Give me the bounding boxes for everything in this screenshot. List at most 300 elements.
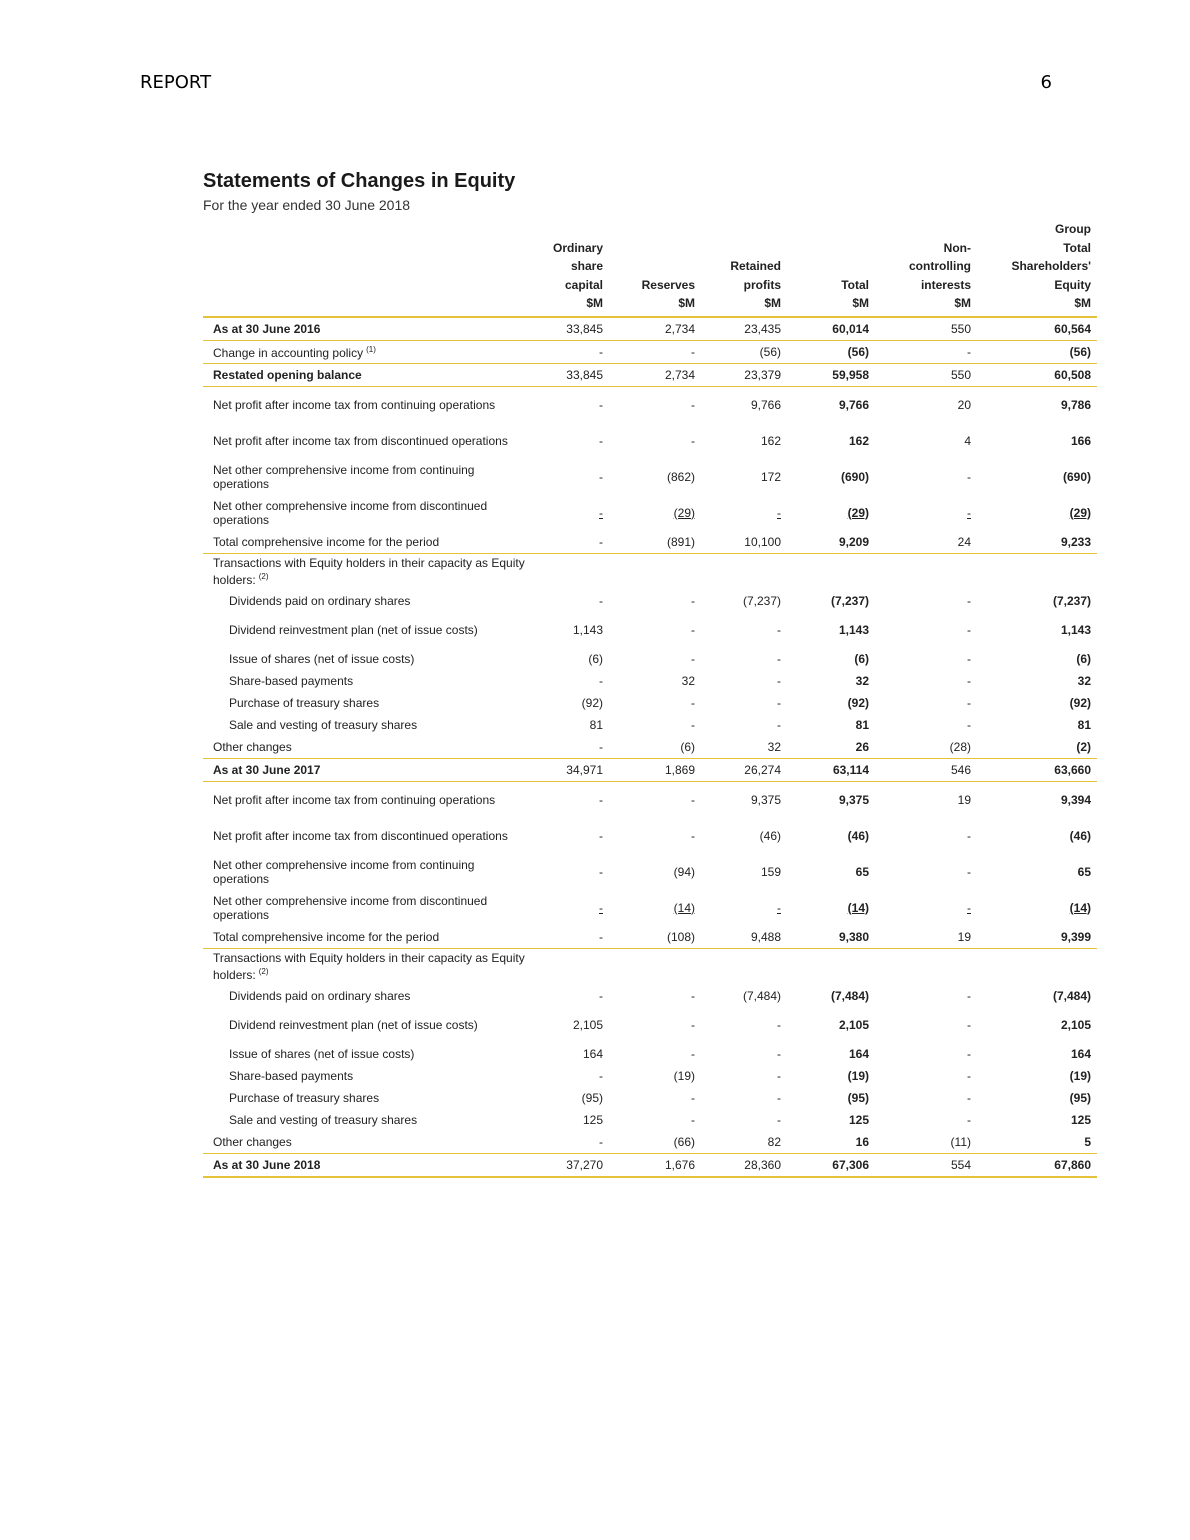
cell-ordinary-share-capital: -: [599, 1068, 603, 1083]
cell-total: 32: [855, 673, 869, 688]
row-label: [203, 612, 533, 648]
cell-total: 60,014: [787, 317, 875, 341]
cell-total: (95): [847, 1090, 869, 1105]
cell-non-controlling-interests: -: [967, 1068, 971, 1083]
cell-ordinary-share-capital: -: [599, 864, 603, 879]
cell-reserves: 32: [681, 673, 695, 688]
cell-group-total-equity: 60,508: [977, 363, 1097, 386]
cell-retained-profits: 32: [701, 736, 787, 759]
cell-retained-profits: -: [777, 1017, 781, 1032]
cell-non-controlling-interests: -: [967, 1090, 971, 1105]
cell-total: 9,375: [838, 792, 869, 807]
cell-reserves: 2,734: [609, 317, 701, 341]
cell-reserves: -: [691, 433, 695, 448]
row-label: [203, 736, 533, 759]
header-line: Total: [841, 277, 869, 292]
cell-retained-profits: 9,375: [750, 792, 781, 807]
table-row: [203, 1131, 1097, 1154]
statement-title: Statements of Changes in Equity: [203, 170, 516, 192]
cell-total: (7,237): [830, 593, 869, 608]
cell-non-controlling-interests: -: [967, 988, 971, 1003]
cell-reserves: -: [609, 340, 701, 363]
cell-total: (14): [847, 900, 869, 915]
cell-reserves: [609, 553, 701, 590]
header-line: Reserves: [641, 277, 695, 292]
row-label: [203, 948, 533, 985]
column-header-total: [787, 220, 875, 317]
cell-group-total-equity: 1,143: [1060, 622, 1091, 637]
table-row: [203, 648, 1097, 670]
row-label: [203, 1153, 533, 1177]
cell-reserves: -: [691, 622, 695, 637]
table-row: [203, 926, 1097, 949]
cell-group-total-equity: (690): [1062, 469, 1091, 484]
row-label: [203, 670, 533, 692]
cell-total: 9,209: [787, 531, 875, 554]
cell-non-controlling-interests: [875, 553, 977, 590]
row-label-text: Change in accounting policy: [213, 346, 364, 360]
cell-group-total-equity: (6): [1076, 651, 1091, 666]
cell-reserves: -: [691, 1090, 695, 1105]
cell-non-controlling-interests: [875, 948, 977, 985]
cell-ordinary-share-capital: 34,971: [533, 758, 609, 781]
header-line: Ordinary: [552, 240, 603, 255]
footnote-ref: (2): [258, 572, 269, 581]
table-row: [203, 985, 1097, 1007]
header-line: controlling: [909, 259, 971, 273]
cell-total: 81: [855, 717, 869, 732]
row-label: [203, 363, 533, 386]
cell-group-total-equity: (95): [1069, 1090, 1091, 1105]
cell-group-total-equity: (29): [1069, 505, 1091, 520]
cell-group-total-equity: 32: [1077, 673, 1091, 688]
cell-retained-profits: -: [777, 695, 781, 710]
row-label: [203, 386, 533, 423]
table-row: [203, 1109, 1097, 1131]
cell-retained-profits: -: [777, 505, 781, 520]
header-line: $M: [586, 296, 603, 310]
cell-non-controlling-interests: 550: [875, 363, 977, 386]
header-line: profits: [743, 277, 781, 292]
cell-non-controlling-interests: -: [967, 717, 971, 732]
cell-non-controlling-interests: 550: [875, 317, 977, 341]
header-line: $M: [852, 296, 869, 310]
row-label-text: Dividends paid on ordinary shares: [229, 593, 411, 608]
row-label-text: Sale and vesting of treasury shares: [229, 1112, 418, 1127]
cell-ordinary-share-capital: 2,105: [572, 1017, 603, 1032]
row-label-text: Issue of shares (net of issue costs): [229, 651, 415, 666]
cell-non-controlling-interests: -: [967, 1017, 971, 1032]
cell-retained-profits: (46): [759, 828, 781, 843]
cell-retained-profits: 82: [701, 1131, 787, 1154]
table-row: [203, 1087, 1097, 1109]
header-line: interests: [920, 277, 971, 292]
table-row: [203, 818, 1097, 854]
cell-total: 16: [787, 1131, 875, 1154]
column-header-retained-profits: [701, 220, 787, 317]
cell-total: 26: [787, 736, 875, 759]
cell-total: (7,484): [830, 988, 869, 1003]
cell-ordinary-share-capital: 1,143: [572, 622, 603, 637]
cell-group-total-equity: (14): [1069, 900, 1091, 915]
table-row: [203, 948, 1097, 985]
cell-group-total-equity: 60,564: [977, 317, 1097, 341]
equity-table: [203, 220, 1097, 1178]
cell-retained-profits: -: [777, 673, 781, 688]
row-label: [203, 1109, 533, 1131]
row-label: [203, 317, 533, 341]
cell-retained-profits: 26,274: [701, 758, 787, 781]
row-label-text: As at 30 June 2016: [213, 321, 321, 336]
row-label: [203, 423, 533, 459]
row-label-text: Net other comprehensive income from discontinued operations: [213, 893, 488, 922]
cell-total: [787, 948, 875, 985]
cell-ordinary-share-capital: -: [599, 673, 603, 688]
cell-group-total-equity: (56): [977, 340, 1097, 363]
row-label: [203, 340, 533, 363]
cell-retained-profits: 23,379: [701, 363, 787, 386]
cell-retained-profits: 162: [760, 433, 781, 448]
header-line: Non-: [943, 240, 971, 255]
cell-total: [787, 553, 875, 590]
header-line: $M: [1074, 296, 1091, 310]
cell-ordinary-share-capital: (92): [581, 695, 603, 710]
header-line: Total: [1063, 240, 1091, 255]
cell-reserves: (94): [673, 864, 695, 879]
cell-group-total-equity: 164: [1070, 1046, 1091, 1061]
cell-non-controlling-interests: -: [967, 622, 971, 637]
row-label-text: Issue of shares (net of issue costs): [229, 1046, 415, 1061]
cell-group-total-equity: 9,233: [977, 531, 1097, 554]
row-label-text: Net profit after income tax from discontinued operations: [213, 828, 508, 843]
table-row: [203, 854, 1097, 890]
cell-reserves: 1,676: [609, 1153, 701, 1177]
row-label: [203, 590, 533, 612]
table-row: [203, 758, 1097, 781]
row-label-text: Net profit after income tax from continuing operations: [213, 792, 496, 807]
cell-reserves: -: [691, 828, 695, 843]
cell-non-controlling-interests: 4: [964, 433, 971, 448]
cell-ordinary-share-capital: -: [599, 433, 603, 448]
cell-retained-profits: [701, 948, 787, 985]
cell-ordinary-share-capital: -: [533, 340, 609, 363]
header-title: REPORT: [140, 72, 212, 93]
row-label: [203, 1065, 533, 1087]
cell-retained-profits: -: [777, 622, 781, 637]
cell-reserves: -: [691, 1046, 695, 1061]
row-label: [203, 758, 533, 781]
page-number: 6: [1040, 72, 1052, 93]
cell-non-controlling-interests: -: [875, 340, 977, 363]
cell-group-total-equity: (92): [1069, 695, 1091, 710]
row-label-text: Dividends paid on ordinary shares: [229, 988, 411, 1003]
table-row: [203, 612, 1097, 648]
table-body: [203, 317, 1097, 1177]
cell-total: 63,114: [787, 758, 875, 781]
cell-total: 2,105: [838, 1017, 869, 1032]
table-row: [203, 1153, 1097, 1177]
cell-ordinary-share-capital: 33,845: [533, 363, 609, 386]
row-label: [203, 781, 533, 818]
cell-retained-profits: -: [777, 651, 781, 666]
row-label-text: Share-based payments: [229, 673, 354, 688]
cell-reserves: (66): [609, 1131, 701, 1154]
row-label-text: Share-based payments: [229, 1068, 354, 1083]
cell-ordinary-share-capital: 125: [582, 1112, 603, 1127]
row-label: [203, 714, 533, 736]
cell-non-controlling-interests: -: [967, 828, 971, 843]
cell-group-total-equity: 9,399: [977, 926, 1097, 949]
row-label: [203, 495, 533, 531]
cell-reserves: -: [691, 988, 695, 1003]
cell-non-controlling-interests: 20: [957, 397, 971, 412]
cell-ordinary-share-capital: 37,270: [533, 1153, 609, 1177]
cell-total: (56): [787, 340, 875, 363]
cell-reserves: (29): [673, 505, 695, 520]
cell-group-total-equity: 81: [1077, 717, 1091, 732]
cell-group-total-equity: 125: [1070, 1112, 1091, 1127]
cell-group-total-equity: [977, 948, 1097, 985]
row-label-text: Net other comprehensive income from continuing operations: [213, 857, 475, 886]
cell-ordinary-share-capital: (6): [588, 651, 603, 666]
table-row: [203, 670, 1097, 692]
cell-ordinary-share-capital: [533, 553, 609, 590]
cell-retained-profits: 28,360: [701, 1153, 787, 1177]
cell-non-controlling-interests: -: [967, 864, 971, 879]
cell-retained-profits: 159: [760, 864, 781, 879]
cell-reserves: 1,869: [609, 758, 701, 781]
table-header-row: [203, 220, 1097, 317]
cell-retained-profits: -: [777, 717, 781, 732]
column-header-non-controlling-interests: [875, 220, 977, 317]
cell-retained-profits: 10,100: [701, 531, 787, 554]
cell-total: 125: [848, 1112, 869, 1127]
row-label: [203, 459, 533, 495]
row-label-text: Transactions with Equity holders in their capacity as Equity holders:: [213, 556, 525, 587]
equity-statement: [203, 168, 1097, 1172]
header-line: Equity: [1054, 277, 1091, 292]
row-label-text: Dividend reinvestment plan (net of issue costs): [229, 1017, 478, 1032]
cell-ordinary-share-capital: -: [599, 988, 603, 1003]
row-label-text: Other changes: [213, 1134, 292, 1149]
cell-ordinary-share-capital: -: [599, 593, 603, 608]
cell-reserves: -: [691, 695, 695, 710]
cell-reserves: (6): [609, 736, 701, 759]
cell-ordinary-share-capital: -: [599, 469, 603, 484]
cell-ordinary-share-capital: [533, 948, 609, 985]
row-label-text: Total comprehensive income for the period: [213, 534, 440, 549]
cell-total: 164: [848, 1046, 869, 1061]
header-line: $M: [954, 296, 971, 310]
cell-ordinary-share-capital: -: [533, 736, 609, 759]
cell-ordinary-share-capital: -: [533, 926, 609, 949]
row-label: [203, 1043, 533, 1065]
row-label: [203, 531, 533, 554]
cell-group-total-equity: (7,484): [1052, 988, 1091, 1003]
table-row: [203, 781, 1097, 818]
cell-group-total-equity: (7,237): [1052, 593, 1091, 608]
header-line: share: [570, 259, 603, 273]
cell-group-total-equity: 2,105: [1060, 1017, 1091, 1032]
cell-total: (19): [847, 1068, 869, 1083]
row-label: [203, 1007, 533, 1043]
cell-ordinary-share-capital: -: [599, 900, 603, 915]
cell-ordinary-share-capital: 164: [582, 1046, 603, 1061]
row-label: [203, 985, 533, 1007]
header-line: $M: [764, 296, 781, 310]
cell-non-controlling-interests: -: [967, 469, 971, 484]
cell-ordinary-share-capital: -: [533, 1131, 609, 1154]
row-label-text: Purchase of treasury shares: [229, 695, 380, 710]
table-row: [203, 553, 1097, 590]
row-label-text: Net profit after income tax from discontinued operations: [213, 433, 508, 448]
cell-non-controlling-interests: 546: [875, 758, 977, 781]
row-label-text: Purchase of treasury shares: [229, 1090, 380, 1105]
cell-ordinary-share-capital: (95): [581, 1090, 603, 1105]
cell-total: 9,766: [838, 397, 869, 412]
cell-group-total-equity: [977, 553, 1097, 590]
cell-total: 59,958: [787, 363, 875, 386]
cell-ordinary-share-capital: -: [599, 505, 603, 520]
cell-group-total-equity: 9,786: [1060, 397, 1091, 412]
column-header-reserves: [609, 220, 701, 317]
footnote-ref: (1): [366, 345, 376, 354]
statement-subtitle: For the year ended 30 June 2018: [203, 197, 411, 213]
row-label-text: As at 30 June 2017: [213, 762, 321, 777]
cell-group-total-equity: 5: [977, 1131, 1097, 1154]
cell-reserves: -: [691, 651, 695, 666]
table-row: [203, 423, 1097, 459]
row-label-text: Net other comprehensive income from discontinued operations: [213, 498, 488, 527]
row-label: [203, 890, 533, 926]
cell-non-controlling-interests: -: [967, 505, 971, 520]
cell-retained-profits: -: [777, 1090, 781, 1105]
cell-ordinary-share-capital: -: [599, 828, 603, 843]
cell-retained-profits: -: [777, 1046, 781, 1061]
cell-ordinary-share-capital: -: [599, 397, 603, 412]
cell-non-controlling-interests: -: [967, 1046, 971, 1061]
table-row: [203, 386, 1097, 423]
cell-retained-profits: -: [777, 1068, 781, 1083]
header-line: Shareholders': [1011, 259, 1091, 273]
cell-retained-profits: -: [777, 900, 781, 915]
row-label: [203, 692, 533, 714]
cell-group-total-equity: 166: [1070, 433, 1091, 448]
cell-non-controlling-interests: (28): [875, 736, 977, 759]
cell-group-total-equity: (19): [1069, 1068, 1091, 1083]
cell-group-total-equity: (2): [977, 736, 1097, 759]
footnote-ref: (2): [258, 967, 269, 976]
cell-total: 9,380: [787, 926, 875, 949]
cell-reserves: -: [691, 792, 695, 807]
cell-retained-profits: 23,435: [701, 317, 787, 341]
row-label: [203, 854, 533, 890]
cell-total: (6): [854, 651, 869, 666]
row-label: [203, 818, 533, 854]
cell-non-controlling-interests: 554: [875, 1153, 977, 1177]
cell-total: 67,306: [787, 1153, 875, 1177]
cell-non-controlling-interests: 19: [875, 926, 977, 949]
row-label: [203, 648, 533, 670]
cell-reserves: [609, 948, 701, 985]
cell-ordinary-share-capital: 81: [589, 717, 603, 732]
column-header-ordinary-share-capital: [533, 220, 609, 317]
row-label-text: Net other comprehensive income from continuing operations: [213, 462, 475, 491]
cell-retained-profits: (7,237): [742, 593, 781, 608]
cell-reserves: -: [691, 1112, 695, 1127]
table-row: [203, 714, 1097, 736]
cell-reserves: -: [691, 397, 695, 412]
running-header: [140, 72, 1052, 96]
cell-group-total-equity: 9,394: [1060, 792, 1091, 807]
cell-reserves: -: [691, 1017, 695, 1032]
cell-group-total-equity: (46): [1069, 828, 1091, 843]
table-row: [203, 590, 1097, 612]
cell-retained-profits: (56): [701, 340, 787, 363]
cell-total: (46): [847, 828, 869, 843]
cell-ordinary-share-capital: -: [533, 531, 609, 554]
table-row: [203, 531, 1097, 554]
cell-non-controlling-interests: -: [967, 651, 971, 666]
cell-reserves: -: [691, 593, 695, 608]
cell-ordinary-share-capital: 33,845: [533, 317, 609, 341]
table-row: [203, 1007, 1097, 1043]
cell-total: (690): [840, 469, 869, 484]
cell-reserves: (14): [673, 900, 695, 915]
table-row: [203, 340, 1097, 363]
cell-total: 65: [855, 864, 869, 879]
row-label: [203, 553, 533, 590]
row-label-text: Transactions with Equity holders in their capacity as Equity holders:: [213, 951, 525, 982]
table-row: [203, 495, 1097, 531]
row-label: [203, 1087, 533, 1109]
column-header-label: [203, 220, 533, 317]
cell-retained-profits: [701, 553, 787, 590]
row-label-text: Dividend reinvestment plan (net of issue costs): [229, 622, 478, 637]
row-label-text: Net profit after income tax from continuing operations: [213, 397, 496, 412]
table-row: [203, 459, 1097, 495]
cell-non-controlling-interests: -: [967, 1112, 971, 1127]
table-row: [203, 317, 1097, 341]
cell-reserves: (891): [609, 531, 701, 554]
cell-non-controlling-interests: (11): [875, 1131, 977, 1154]
row-label-text: Total comprehensive income for the period: [213, 929, 440, 944]
table-row: [203, 363, 1097, 386]
row-label-text: Other changes: [213, 739, 292, 754]
cell-total: (92): [847, 695, 869, 710]
row-label-text: As at 30 June 2018: [213, 1157, 321, 1172]
table-row: [203, 1043, 1097, 1065]
cell-group-total-equity: 65: [1077, 864, 1091, 879]
column-header-group-total-equity: [977, 220, 1097, 317]
header-line: capital: [564, 277, 603, 292]
cell-reserves: (108): [609, 926, 701, 949]
table-row: [203, 736, 1097, 759]
cell-reserves: (862): [666, 469, 695, 484]
cell-group-total-equity: 67,860: [977, 1153, 1097, 1177]
cell-non-controlling-interests: 19: [957, 792, 971, 807]
cell-non-controlling-interests: 24: [875, 531, 977, 554]
row-label: [203, 1131, 533, 1154]
cell-reserves: 2,734: [609, 363, 701, 386]
cell-ordinary-share-capital: -: [599, 792, 603, 807]
header-line: Group: [1055, 222, 1091, 236]
cell-total: (29): [847, 505, 869, 520]
cell-retained-profits: 172: [760, 469, 781, 484]
cell-reserves: -: [691, 717, 695, 732]
header-line: $M: [678, 296, 695, 310]
cell-retained-profits: (7,484): [742, 988, 781, 1003]
